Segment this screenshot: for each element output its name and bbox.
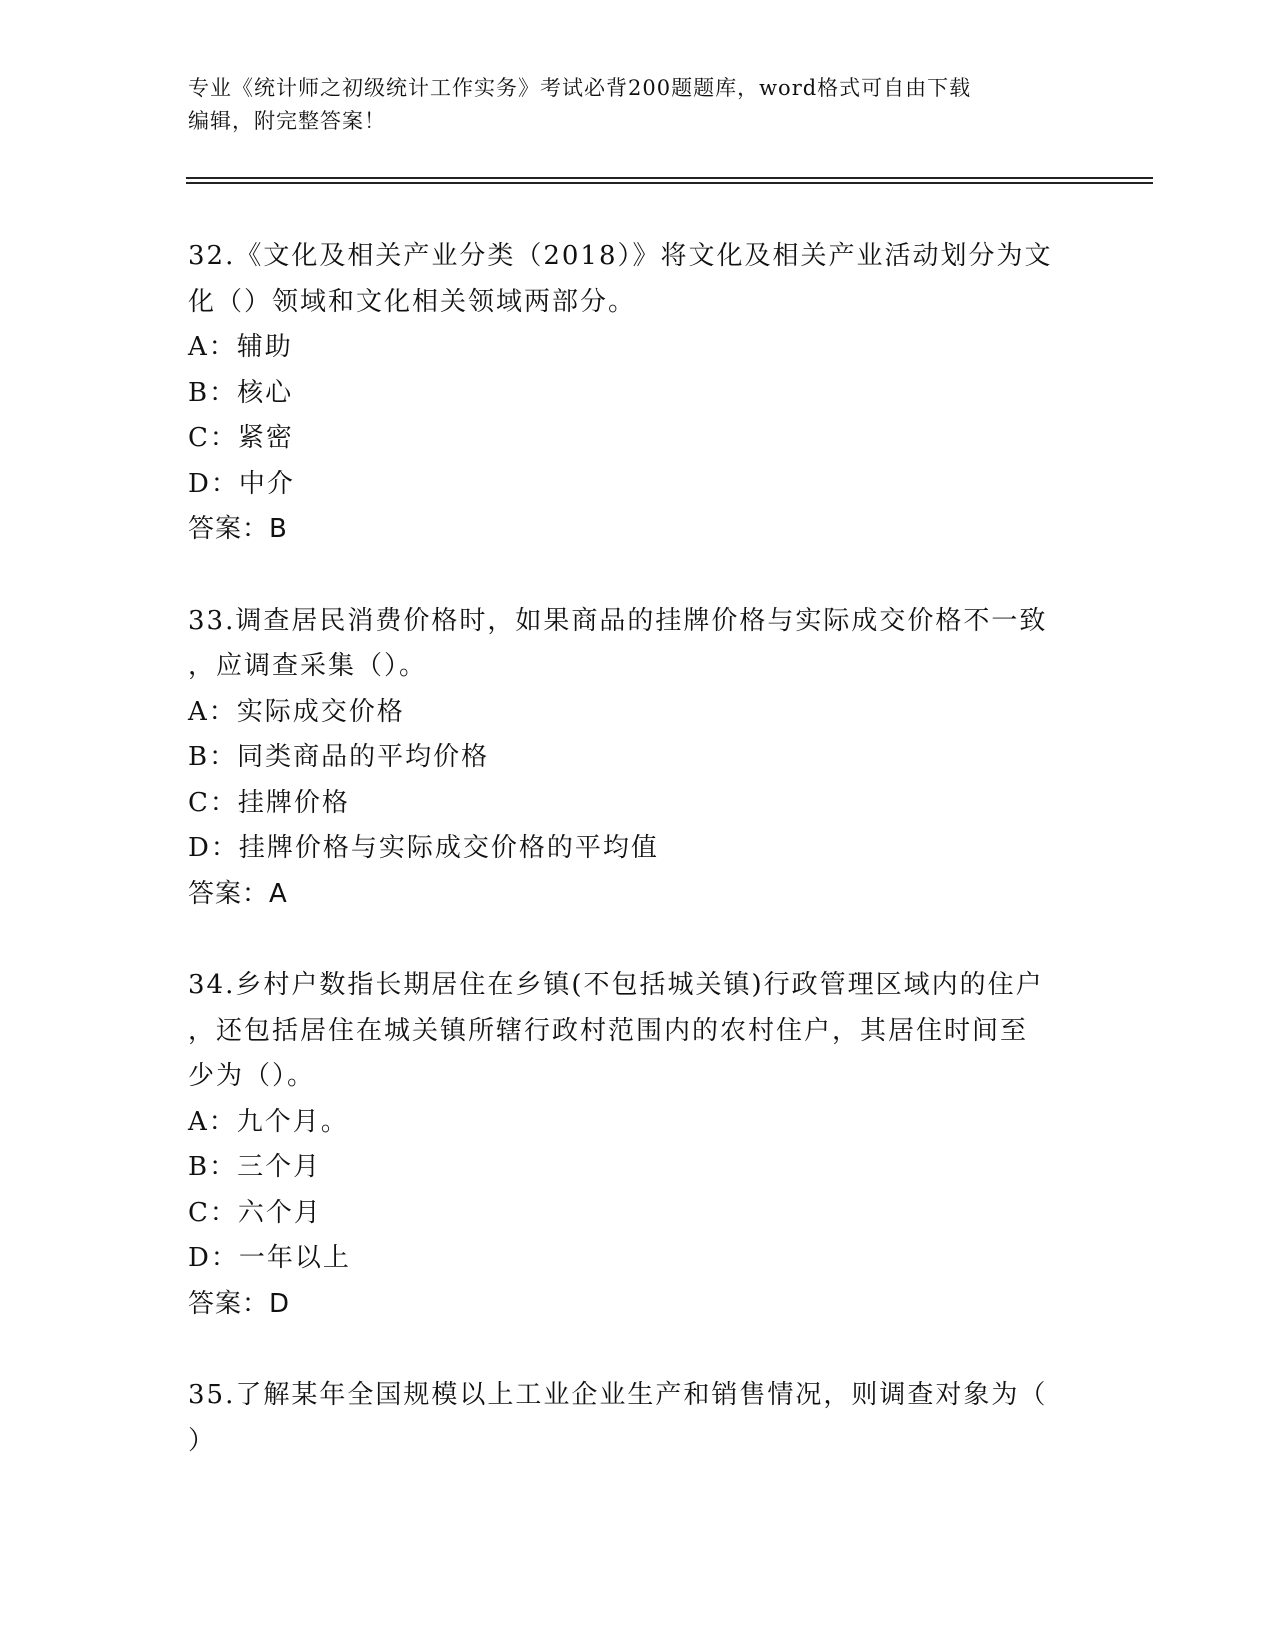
answer-line: 答案：D [188,1288,291,1319]
question-stem [188,1373,1088,1464]
question-33 [188,599,1088,918]
answer-line: 答案：A [188,878,288,909]
stem-line: 32.《文化及相关产业分类（2018）》将文化及相关产业活动划分为文 [188,241,1053,271]
stem-line: ，还包括居住在城关镇所辖行政村范围内的农村住户，其居住时间至 [188,1015,1029,1046]
option-b: B：核心 [188,377,294,408]
question-35 [188,1373,1088,1464]
stem-line: ，应调查采集（）。 [188,651,428,681]
question-stem [188,234,1088,325]
question-stem [188,599,1088,690]
option-c: C：六个月 [188,1197,322,1228]
header-line-1: 专业《统计师之初级统计工作实务》考试必背200题题库，word格式可自由下载 [188,76,972,100]
header-divider-bottom [186,182,1153,184]
option-a: A：辅助 [188,332,293,362]
stem-line: 少为（）。 [188,1061,316,1091]
question-list [188,234,1088,1510]
answer-line: 答案：B [188,514,288,544]
stem-line: 34.乡村户数指长期居住在乡镇(不包括城关镇)行政管理区域内的住户 [188,970,1044,1000]
question-34 [188,963,1088,1327]
stem-line: 35.了解某年全国规模以上工业企业生产和销售情况，则调查对象为（ [188,1380,1048,1410]
question-32 [188,234,1088,553]
option-d: D：挂牌价格与实际成交价格的平均值 [188,833,659,863]
document-header [188,72,1068,138]
option-d: D：一年以上 [188,1243,351,1273]
option-b: B：同类商品的平均价格 [188,742,490,772]
option-a: A：实际成交价格 [188,696,405,727]
option-a: A：九个月。 [188,1106,349,1137]
stem-line: ） [188,1425,217,1456]
option-b: B：三个月 [188,1152,322,1182]
stem-line: 33.调查居民消费价格时，如果商品的挂牌价格与实际成交价格不一致 [188,605,1048,636]
header-divider-top [186,177,1153,179]
option-c: C：挂牌价格 [188,787,350,818]
option-d: D：中介 [188,468,295,499]
option-c: C：紧密 [188,423,294,453]
header-line-2: 编辑，附完整答案！ [188,109,386,133]
question-stem [188,963,1088,1100]
stem-line: 化（）领域和文化相关领域两部分。 [188,286,637,317]
